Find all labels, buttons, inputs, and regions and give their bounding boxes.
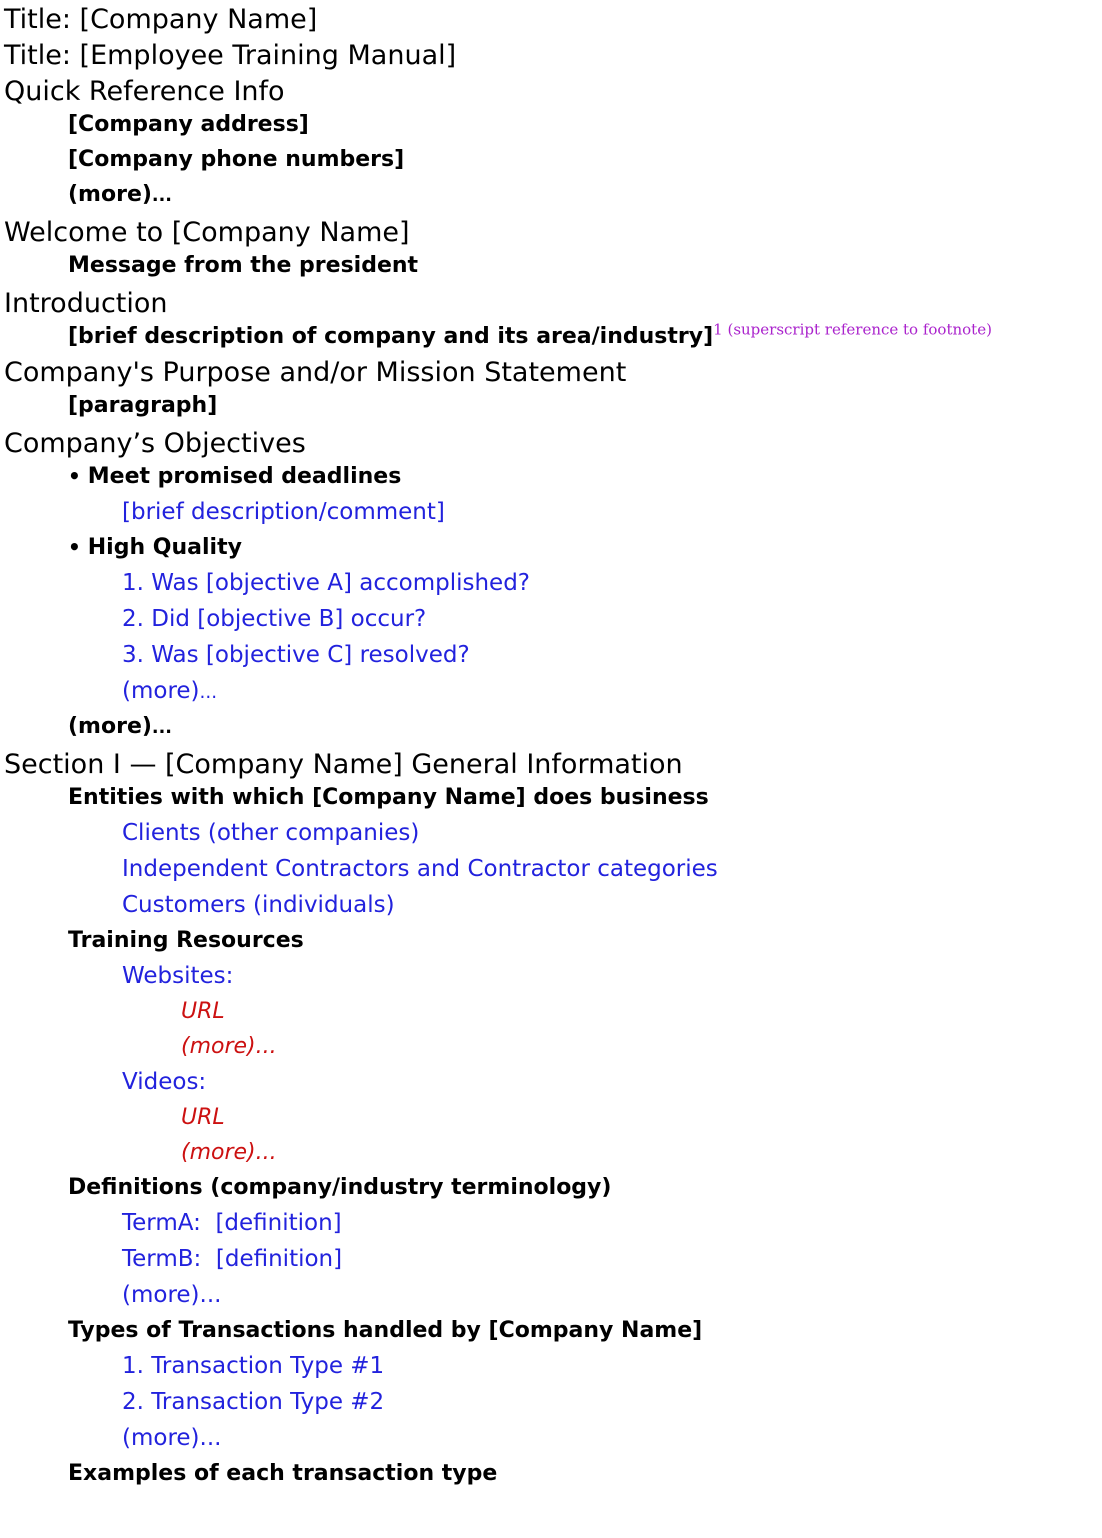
entities-item-clients: Clients (other companies) bbox=[122, 820, 420, 846]
heading-company-objectives: Company’s Objectives bbox=[4, 428, 306, 459]
objective-bullet-high-quality bbox=[4, 537, 1102, 559]
section-group-training-resources: Training Resources bbox=[68, 928, 304, 953]
training-websites-more: (more)... bbox=[181, 1034, 277, 1059]
heading-welcome: Welcome to [Company Name] bbox=[4, 217, 410, 248]
objective-bullet-meet-deadlines bbox=[4, 466, 1102, 488]
definition-term-b: TermB: [definition] bbox=[122, 1246, 343, 1272]
objective-child-more bbox=[4, 680, 1102, 703]
more-label: (more) bbox=[68, 182, 152, 207]
heading-introduction: Introduction bbox=[4, 288, 168, 319]
footnote-reference-superscript: 1 (superscript reference to footnote) bbox=[713, 320, 992, 339]
section-group-transaction-examples: Examples of each transaction type bbox=[68, 1461, 498, 1486]
bullet-icon: • bbox=[68, 464, 88, 488]
more-ellipsis: ... bbox=[151, 186, 172, 206]
document-title-company: Title: [Company Name] bbox=[4, 4, 318, 35]
mission-item-paragraph: [paragraph] bbox=[68, 393, 218, 418]
transaction-types-more: (more)... bbox=[122, 1425, 222, 1451]
quick-reference-item-company-phone: [Company phone numbers] bbox=[68, 147, 405, 172]
entities-item-customers: Customers (individuals) bbox=[122, 892, 395, 918]
introduction-body-text: [brief description of company and its area/industry] bbox=[68, 324, 714, 349]
heading-mission-statement: Company's Purpose and/or Mission Statement bbox=[4, 357, 627, 388]
objective-child-question-a: 1. Was [objective A] accomplished? bbox=[122, 570, 531, 596]
welcome-item-message-from-president: Message from the president bbox=[68, 253, 419, 278]
transaction-type-2: 2. Transaction Type #2 bbox=[122, 1389, 385, 1415]
training-item-websites: Websites: bbox=[122, 963, 234, 989]
introduction-body-row bbox=[4, 320, 1102, 349]
training-videos-more: (more)... bbox=[181, 1140, 277, 1165]
bullet-icon: • bbox=[68, 535, 88, 559]
more-ellipsis: ... bbox=[151, 718, 172, 738]
more-label: (more) bbox=[122, 678, 200, 704]
transaction-type-1: 1. Transaction Type #1 bbox=[122, 1353, 385, 1379]
training-videos-url: URL bbox=[181, 1105, 225, 1130]
objective-label: Meet promised deadlines bbox=[87, 464, 402, 489]
quick-reference-item-more bbox=[4, 184, 1102, 206]
objectives-more-row bbox=[4, 716, 1102, 738]
entities-item-contractors: Independent Contractors and Contractor categories bbox=[122, 856, 718, 882]
heading-section-one: Section I — [Company Name] General Information bbox=[4, 749, 683, 780]
section-group-transaction-types: Types of Transactions handled by [Company Name] bbox=[68, 1318, 703, 1343]
definitions-more: (more)... bbox=[122, 1282, 222, 1308]
objective-child-brief-description: [brief description/comment] bbox=[122, 499, 445, 525]
training-websites-url: URL bbox=[181, 999, 225, 1024]
more-label: (more) bbox=[68, 714, 152, 739]
quick-reference-item-company-address: [Company address] bbox=[68, 112, 309, 137]
objective-child-question-c: 3. Was [objective C] resolved? bbox=[122, 642, 470, 668]
training-item-videos: Videos: bbox=[122, 1069, 207, 1095]
document-title-manual: Title: [Employee Training Manual] bbox=[4, 40, 457, 71]
heading-quick-reference-info: Quick Reference Info bbox=[4, 76, 285, 107]
definition-term-a: TermA: [definition] bbox=[122, 1210, 342, 1236]
objective-label: High Quality bbox=[87, 535, 242, 560]
objective-child-question-b: 2. Did [objective B] occur? bbox=[122, 606, 427, 632]
section-group-entities: Entities with which [Company Name] does business bbox=[68, 785, 709, 810]
section-group-definitions: Definitions (company/industry terminology) bbox=[68, 1175, 612, 1200]
more-ellipsis: ... bbox=[199, 682, 218, 703]
